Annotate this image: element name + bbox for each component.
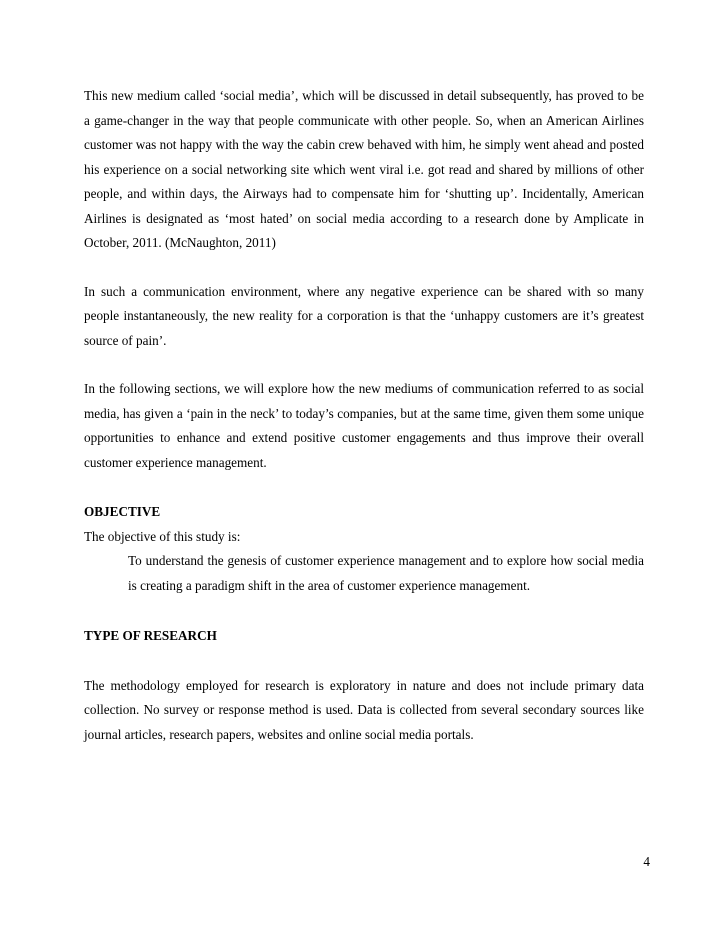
paragraph-communication-environment: In such a communication environment, where any negative experience can be shared with so many people instantaneously, the new reality for a corporation is that the ‘unhappy customers are it’s greatest source of pain’. (84, 283, 644, 348)
paragraph-social-media-intro: This new medium called ‘social media’, which will be discussed in detail subsequently, has proved to be a game-changer in the way that people communicate with other people. So, when an American Airlines customer was not happy with the way the cabin crew behaved with him, he simply went ahead and posted his experience on a social networking site which went viral i.e. got read and shared by millions of other people, and within days, the Airways had to compensate him for ‘shutting up’. Incidentally, American Airlines is designated as ‘most hated’ on social media according to a research done by Amplicate in October, 2011. (McNaughton, 2011) (84, 88, 644, 250)
type-of-research-heading: TYPE OF RESEARCH (84, 628, 217, 643)
objective-item: To understand the genesis of customer experience management and to explore how social media is creating a paradigm shift in the area of customer experience management. (128, 553, 644, 593)
page-number: 4 (643, 854, 650, 869)
objective-heading: OBJECTIVE (84, 504, 161, 519)
paragraph-following-sections: In the following sections, we will explore how the new mediums of communication referred to as social media, has given a ‘pain in the neck’ to today’s companies, but at the same time, given them some unique opportunities to enhance and extend positive customer engagements and thus improve their overall customer experience management. (84, 381, 644, 470)
page-body (84, 84, 644, 747)
paragraph-methodology: The methodology employed for research is exploratory in nature and does not include primary data collection. No survey or response method is used. Data is collected from several secondary sources like journal articles, research papers, websites and online social media portals. (84, 677, 644, 742)
objective-intro: The objective of this study is: (84, 528, 241, 544)
